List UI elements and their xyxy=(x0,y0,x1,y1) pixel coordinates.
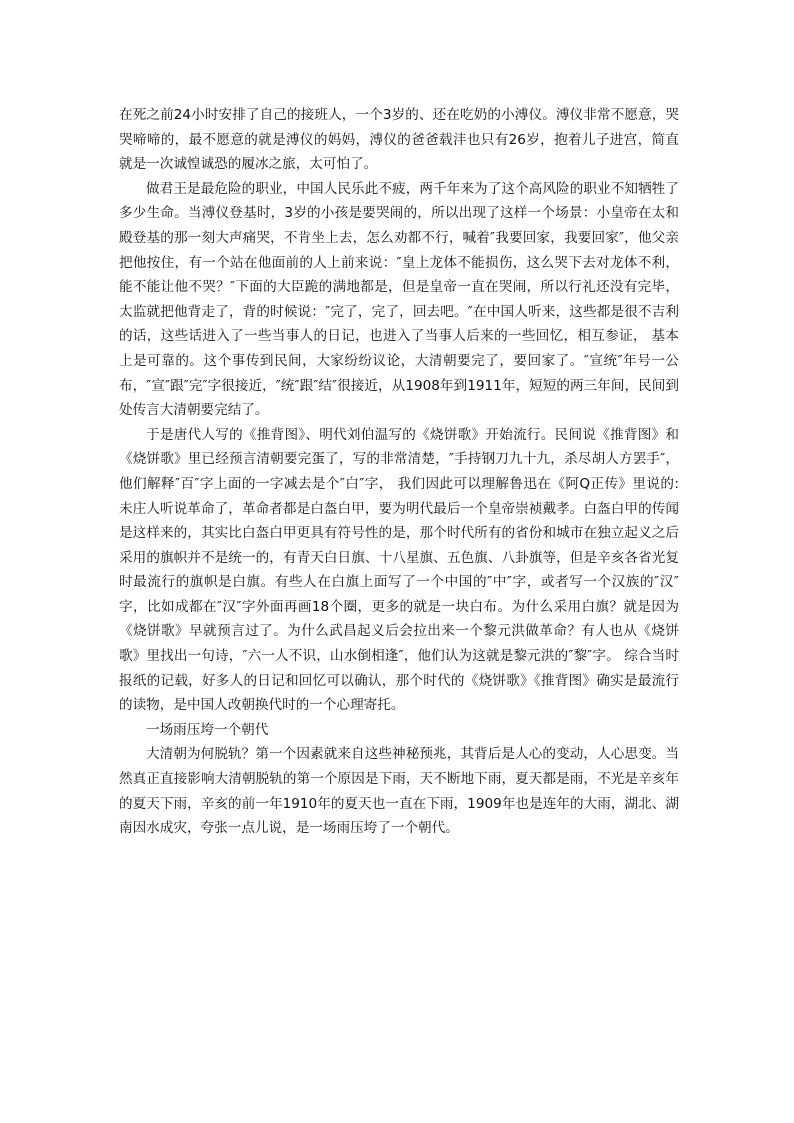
paragraph-4: 大清朝为何脱轨？第一个因素就来自这些神秘预兆，其背后是人心的变动，人心思变。当然真正直接影响大清朝脱轨的第一个原因是下雨，天不断地下雨，夏天都是雨，不光是辛亥年的夏天下雨，辛亥的前一年1910年的夏天也一直在下雨，1909年也是连年的大雨，湖北、湖南因水成灾，夸张一点儿说，是一场雨压垮了一个朝代。 xyxy=(119,746,679,837)
paragraph-3: 于是唐代人写的《推背图》、明代刘伯温写的《烧饼歌》开始流行。民间说《推背图》和《烧饼歌》里已经预言清朝要完蛋了，写的非常清楚，″手持钢刀九十九，杀尽胡人方罢手″，他们解释″百″字上面的一字减去是个″白″字， 我们因此可以理解鲁迅在《阿Q正传》里说的: 未庄人听说革命了，革命者都是白盔白甲，要为明代最后一个皇帝崇祯戴孝。白盔白甲的传闻是这样来的，其实比白盔白甲更具有符号性的是，那个时代所有的省份和城市在独立起义之后采用的旗帜并不是统一的，有青天白日旗、十八星旗、五色旗、八卦旗等，但是辛亥各省光复时最流行的旗帜是白旗。有些人在白旗上面写了一个中国的″中″字，或者写一个汉族的″汉″字，比如成都在″汉″字外面再画18个圈，更多的就是一块白布。为什么采用白旗？就是因为《烧饼歌》早就预言过了。为什么武昌起义后会拉出来一个黎元洪做革命？有人也从《烧饼歌》里找出一句诗，″六一人不识，山水倒相逢″，他们认为这就是黎元洪的″黎″字。 综合当时报纸的记载，好多人的日记和回忆可以确认，那个时代的《烧饼歌》《推背图》确实是最流行的读物，是中国人改朝换代时的一个心理寄托。 xyxy=(119,426,679,714)
section-heading: 一场雨压垮一个朝代 xyxy=(146,721,269,738)
paragraph-1: 在死之前24小时安排了自己的接班人，一个3岁的、还在吃奶的小溥仪。溥仪非常不愿意，哭哭啼啼的，最不愿意的就是溥仪的妈妈，溥仪的爸爸载沣也只有26岁，抱着儿子进宫，简直就是一次诚惶诚恐的履冰之旅，太可怕了。 xyxy=(119,107,679,173)
document-body xyxy=(119,103,679,841)
paragraph-2: 做君王是最危险的职业，中国人民乐此不疲，两千年来为了这个高风险的职业不知牺牲了多少生命。当溥仪登基时，3岁的小孩是要哭闹的，所以出现了这样一个场景：小皇帝在太和殿登基的那一刻大声痛哭，不肯坐上去，怎么劝都不行，喊着″我要回家，我要回家″，他父亲把他按住，有一个站在他面前的人上前来说：″皇上龙体不能损伤，这么哭下去对龙体不利，能不能让他不哭？″下面的大臣跪的满地都是，但是皇帝一直在哭闹，所以行礼还没有完毕，太监就把他背走了，背的时候说：″完了，完了，回去吧。″在中国人听来，这些都是很不吉利的话，这些话进入了一些当事人的日记，也进入了当事人后来的一些回忆，相互参证， 基本上是可靠的。这个事传到民间，大家纷纷议论，大清朝要完了，要回家了。″宣统″年号一公布，″宣″跟″完″字很接近，″统″跟″结″很接近，从1908年到1911年，短短的两三年间，民间到处传言大清朝要完结了。 xyxy=(119,180,679,419)
